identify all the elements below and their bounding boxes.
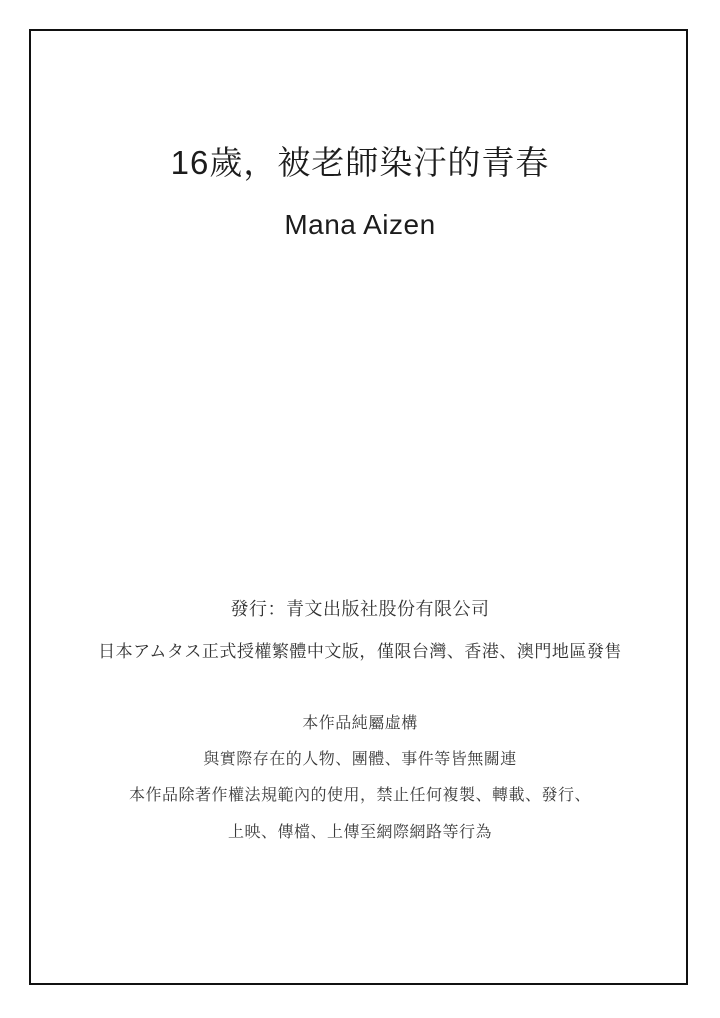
disclaimer-line-2: 與實際存在的人物、團體、事件等皆無關連 [203, 751, 517, 768]
author-name: Mana Aizen [284, 209, 436, 240]
publisher-license-line: 日本アムタス正式授權繁體中文版，僅限台灣、香港、澳門地區發售 [98, 642, 622, 661]
disclaimer-line-1: 本作品純屬虛構 [302, 715, 418, 732]
disclaimer-line-3: 本作品除著作權法規範內的使用，禁止任何複製、轉載、發行、 [128, 787, 591, 804]
book-title: 16歲，被老師染汙的青春 [170, 144, 550, 181]
disclaimer-line-4: 上映、傳檔、上傳至網際網路等行為 [227, 824, 492, 841]
publisher-issuer-line: 發行：青文出版社股份有限公司 [230, 599, 490, 619]
